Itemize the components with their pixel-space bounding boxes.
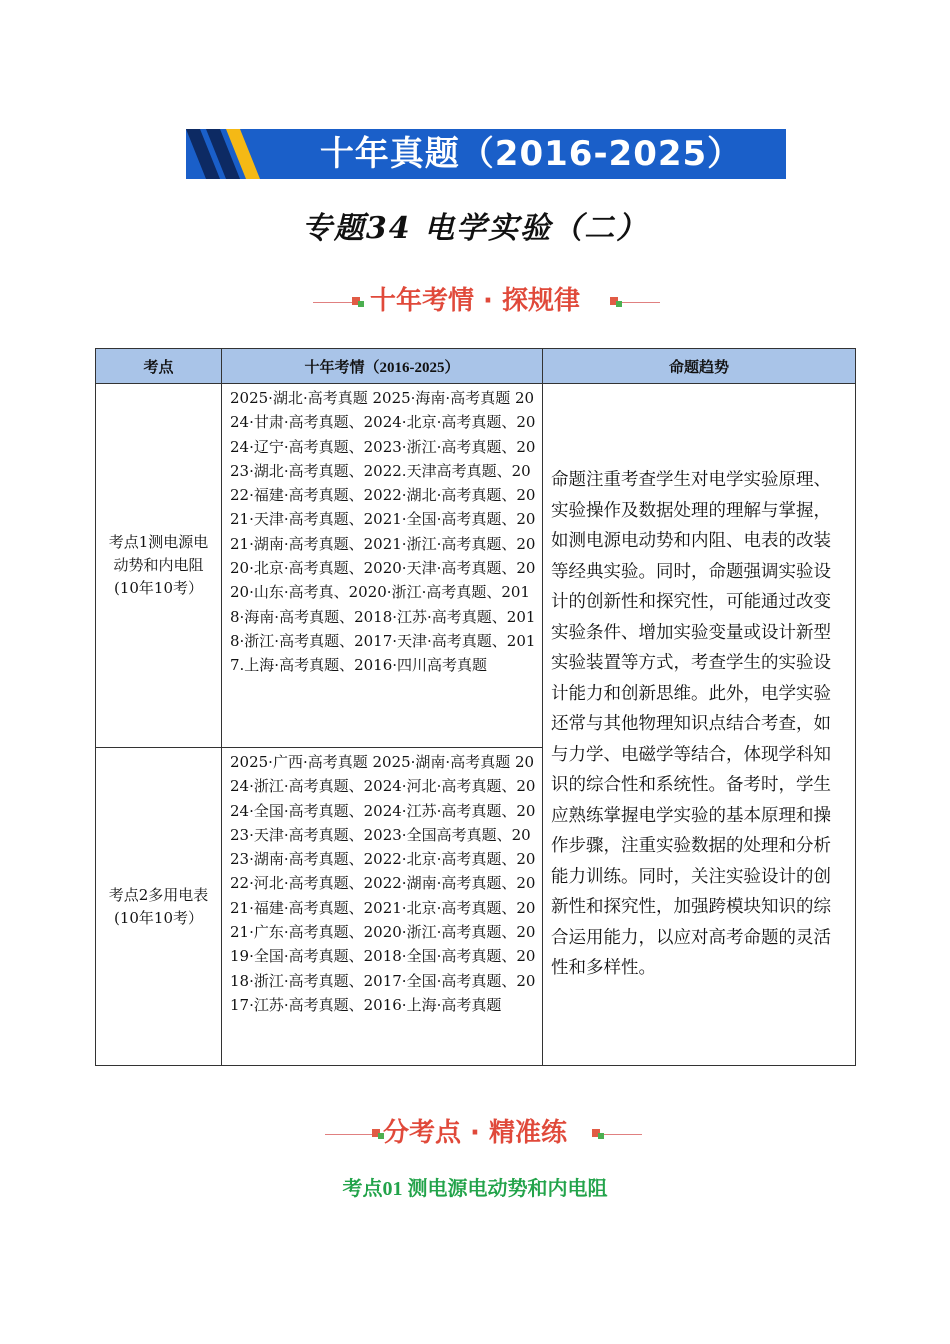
document-title: 专题34 电学实验（二） bbox=[301, 211, 649, 246]
section-heading-text: 十年考情 · 探规律 bbox=[370, 286, 580, 316]
header-years: 十年考情（2016-2025） bbox=[222, 349, 543, 384]
title-banner bbox=[186, 129, 786, 179]
topic-count: (10年10考） bbox=[113, 579, 204, 597]
header-trend: 命题趋势 bbox=[543, 349, 856, 384]
header-topic: 考点 bbox=[96, 349, 222, 384]
table-header-row bbox=[96, 349, 856, 384]
topic-name: 考点2多用电表(10年10考） bbox=[108, 885, 209, 927]
subsection-title: 考点01 测电源电动势和内电阻 bbox=[342, 1178, 608, 1200]
table-row bbox=[96, 384, 856, 748]
section-heading-text: 分考点 · 精准练 bbox=[383, 1118, 567, 1148]
years-cell: 2025·湖北·高考真题 2025·海南·高考真题 2024·甘肃·高考真题、2024·北京·高考真题、2024·辽宁·高考真题、2023·浙江·高考真题、2023·湖北·高考真题、2022.天津高考真题、2022·福建·高考真题、2022·湖北·高考真题、2021·天津·高考真题、2021·全国·高考真题、2021·湖南·高考真题、2021·浙江·高考真题、2020·北京·高考真题、2020·天津·高考真题、2020·山东·高考真、2020·浙江·高考真题、2018·海南·高考真题、2018·江苏·高考真题、2018·浙江·高考真题、2017·天津·高考真题、2017.上海·高考真题、2016·四川高考真题 bbox=[222, 384, 543, 748]
trend-cell: 命题注重考查学生对电学实验原理、实验操作及数据处理的理解与掌握，如测电源电动势和内阻、电表的改装等经典实验。同时，命题强调实验设计的创新性和探究性，可能通过改变实验条件、增加实验变量或设计新型实验装置等方式，考查学生的实验设计能力和创新思维。此外，电学实验还常与其他物理知识点结合考查，如与力学、电磁学等结合，体现学科知识的综合性和系统性。备考时，学生应熟练掌握电学实验的基本原理和操作步骤，注重实验数据的处理和分析能力训练。同时，关注实验设计的创新性和探究性，加强跨模块知识的综合运用能力，以应对高考命题的灵活性和多样性。 bbox=[543, 384, 856, 1066]
exam-table bbox=[95, 348, 856, 1066]
years-cell: 2025·广西·高考真题 2025·湖南·高考真题 2024·浙江·高考真题、2024·河北·高考真题、2024·全国·高考真题、2024·江苏·高考真题、2023·天津·高考真题、2023·全国高考真题、2023·湖南·高考真题、2022·北京·高考真题、2022·河北·高考真题、2022·湖南·高考真题、2021·福建·高考真题、2021·北京·高考真题、2021·广东·高考真题、2020·浙江·高考真题、2019·全国·高考真题、2018·全国·高考真题、2018·浙江·高考真题、2017·全国·高考真题、2017·江苏·高考真题、2016·上海·高考真题 bbox=[222, 748, 543, 1066]
topic-cell bbox=[96, 748, 222, 1066]
topic-cell bbox=[96, 384, 222, 748]
banner-stripes-icon bbox=[186, 129, 276, 179]
section-heading-trends bbox=[0, 281, 950, 321]
banner-title: 十年真题（2016-2025） bbox=[319, 134, 743, 174]
section-heading-practice bbox=[0, 1113, 950, 1153]
topic-name: 考点1测电源电动势和内电阻 bbox=[108, 533, 209, 574]
